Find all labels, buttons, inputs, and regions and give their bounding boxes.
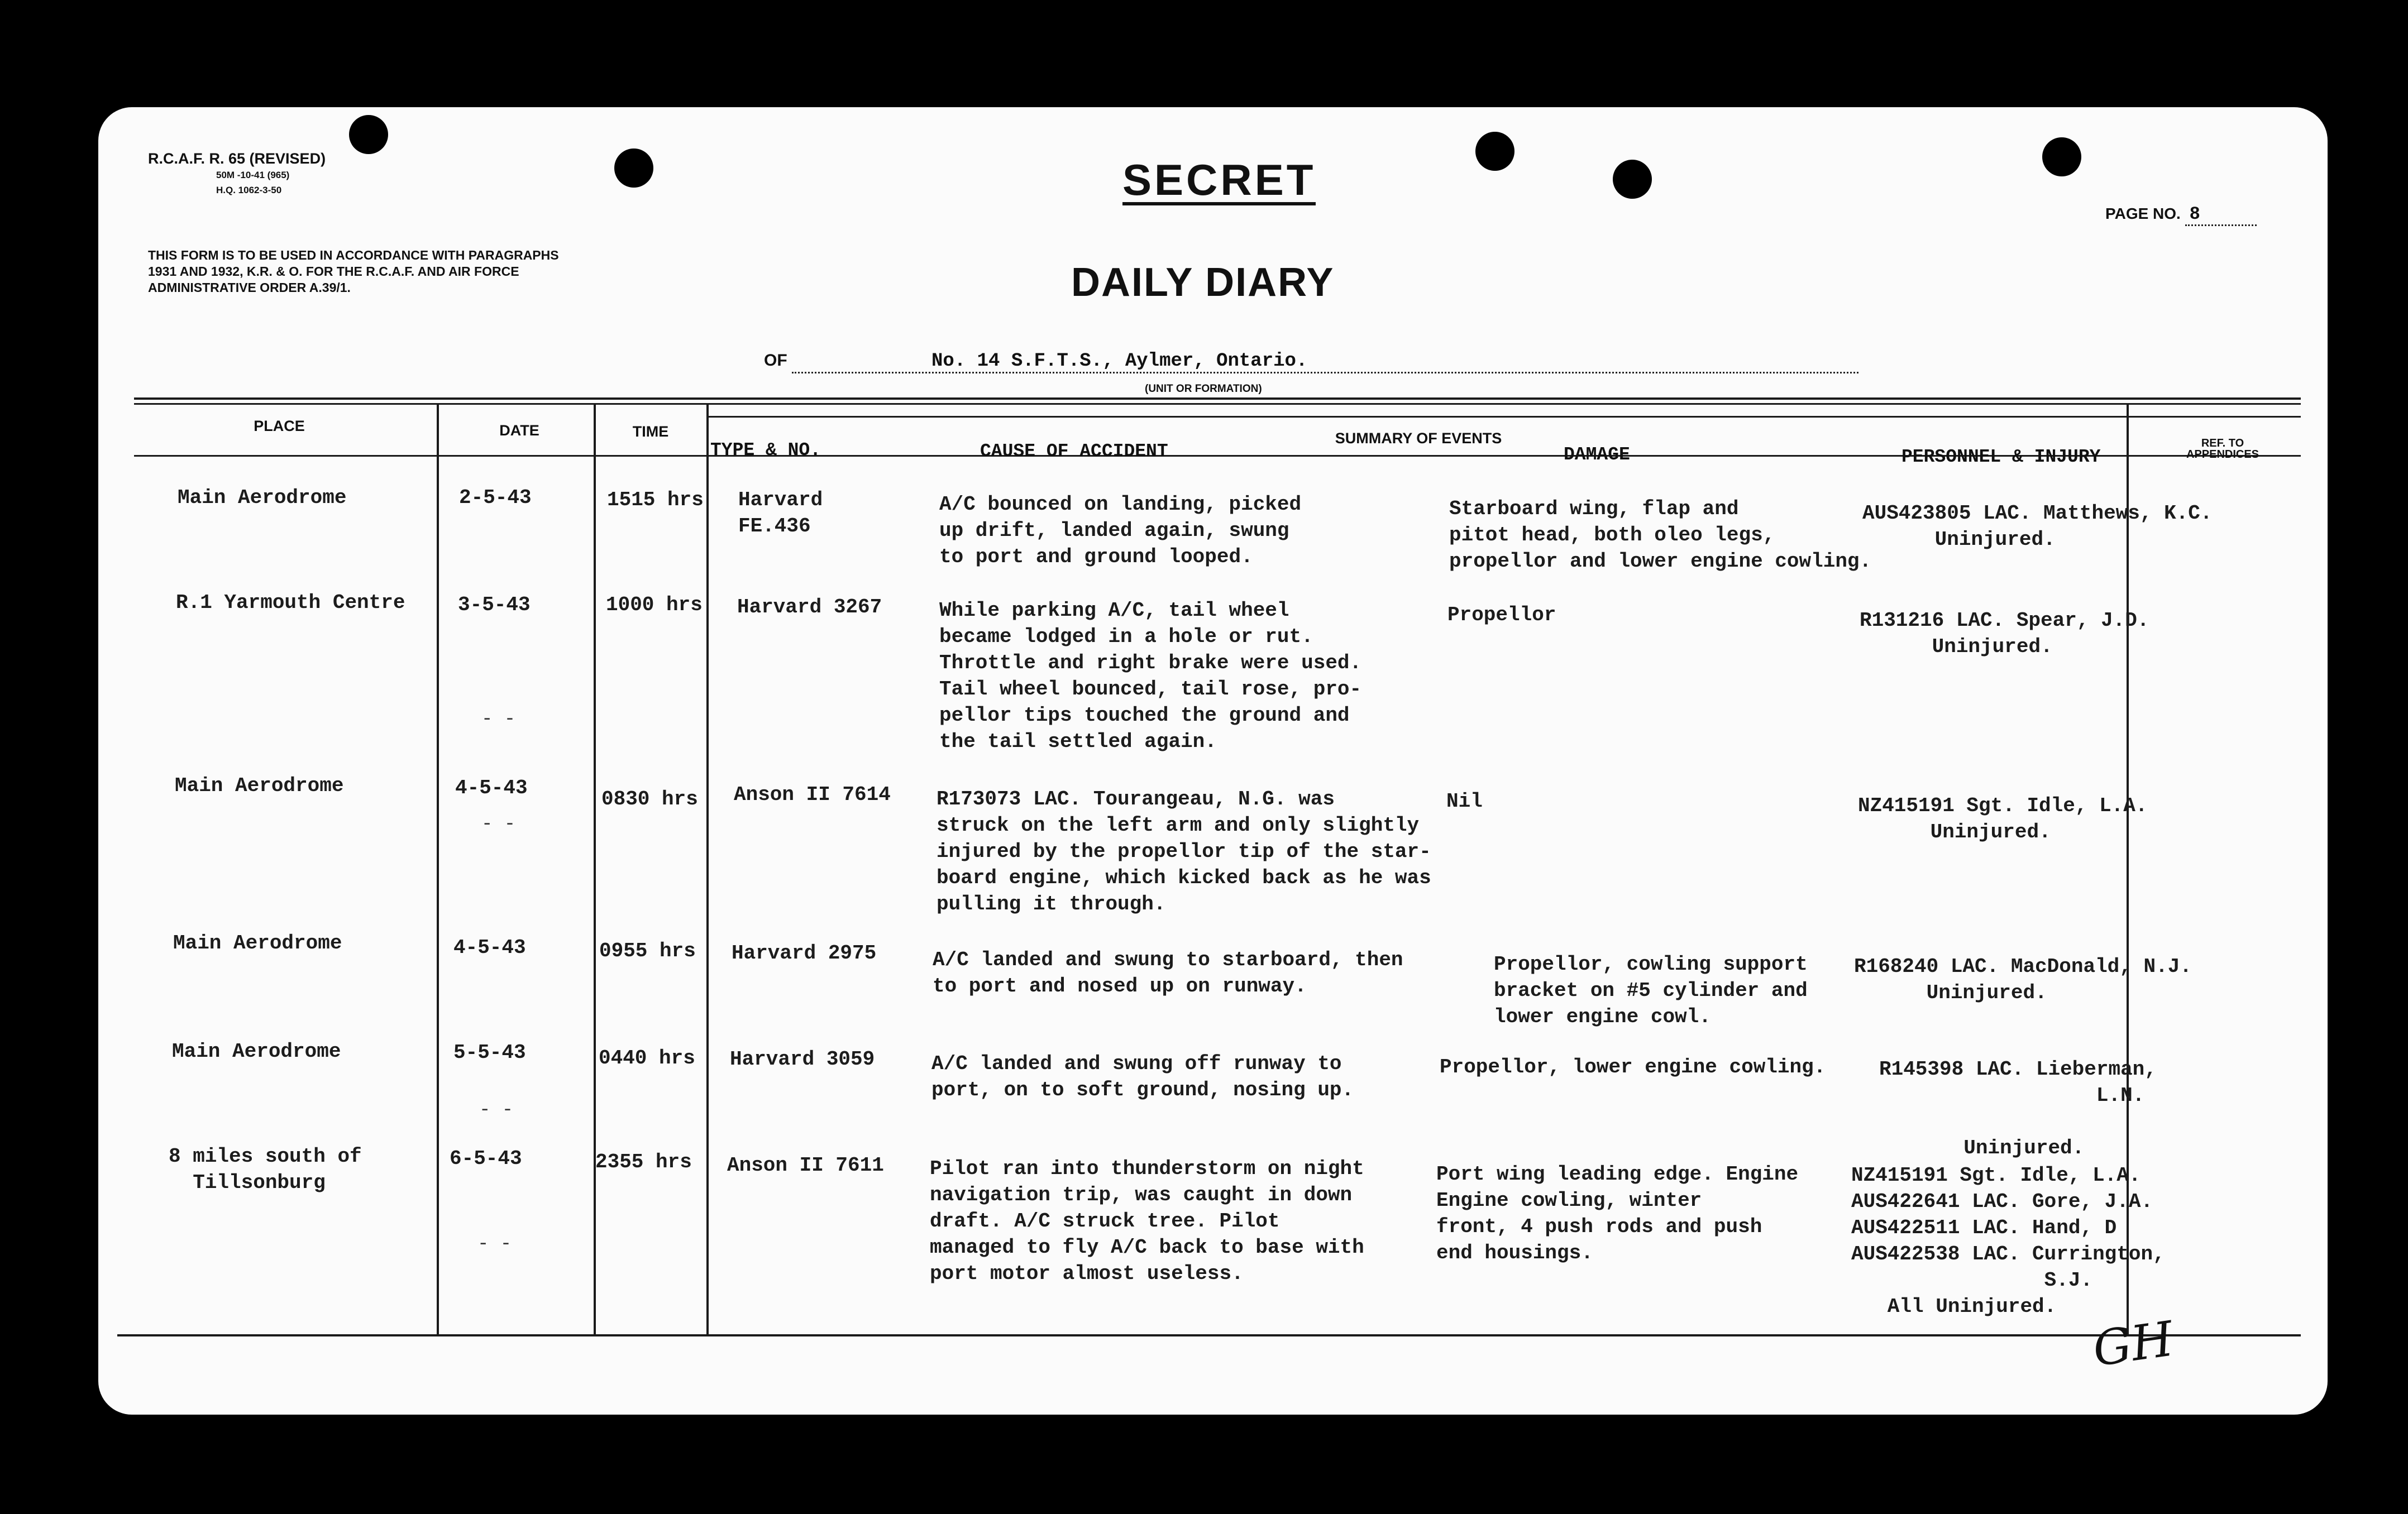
- entry-date: 4-5-43: [455, 777, 528, 799]
- column-divider: [437, 405, 439, 1334]
- column-header-time: TIME: [632, 423, 669, 440]
- punch-hole: [349, 115, 388, 154]
- page-number-value: 8: [2185, 204, 2257, 226]
- punch-hole: [1613, 160, 1652, 199]
- entry-date: 6-5-43: [450, 1147, 522, 1170]
- entry-personnel: AUS423805 LAC. Matthews, K.C. Uninjured.: [1862, 502, 2213, 551]
- dash-mark: - -: [481, 709, 516, 730]
- unit-caption: (UNIT OR FORMATION): [1145, 383, 1262, 395]
- of-label: OF: [764, 351, 787, 370]
- column-header-type: TYPE & NO.: [710, 440, 821, 461]
- column-header-personnel: PERSONNEL & INJURY: [1901, 447, 2101, 467]
- entry-time: 2355 hrs: [595, 1151, 692, 1173]
- entry-place: R.1 Yarmouth Centre: [176, 591, 405, 614]
- entry-damage: Nil: [1446, 790, 1483, 813]
- unit-line: [764, 351, 1858, 373]
- entry-place: Main Aerodrome: [173, 932, 342, 955]
- entry-type: Harvard 3267: [737, 596, 882, 619]
- entry-cause: A/C landed and swung to starboard, then to port and nosed up on runway.: [933, 948, 1403, 998]
- dash-mark: - -: [479, 1100, 514, 1121]
- punch-hole: [2042, 137, 2081, 176]
- form-identifier: [148, 150, 326, 198]
- entry-time: 1515 hrs: [607, 488, 704, 511]
- table-top-rule-2: [134, 403, 2301, 405]
- entry-cause: R173073 LAC. Tourangeau, N.G. was struck on the left arm and only slightly injured by the propellor tip of the star- board engine, which kicked back as he was pulling it through.: [937, 788, 1431, 916]
- page-title: DAILY DIARY: [1071, 260, 1335, 305]
- page-number-label: PAGE NO.: [2105, 205, 2181, 222]
- column-header-summary: SUMMARY OF EVENTS: [1335, 430, 1502, 447]
- entry-damage: Port wing leading edge. Engine Engine cowling, winter front, 4 push rods and push end housings.: [1436, 1163, 1799, 1264]
- entry-damage: Propellor, cowling support bracket on #5 cylinder and lower engine cowl.: [1494, 953, 1808, 1028]
- entry-time: 0955 hrs: [599, 940, 696, 962]
- entry-date: 3-5-43: [458, 593, 531, 616]
- entry-cause: Pilot ran into thunderstorm on night navigation trip, was caught in down draft. A/C struck tree. Pilot managed to fly A/C back to base with port motor almost useless.: [930, 1157, 1364, 1285]
- column-header-ref: REF. TO APPENDICES: [2186, 437, 2259, 461]
- entry-place: Main Aerodrome: [172, 1040, 341, 1063]
- column-header-cause: CAUSE OF ACCIDENT: [980, 441, 1168, 462]
- entry-time: 1000 hrs: [606, 593, 703, 616]
- entry-personnel: R145398 LAC. Lieberman, L.N. Uninjured.: [1879, 1058, 2157, 1160]
- entry-damage: Starboard wing, flap and pitot head, both oleo legs, propellor and lower engine cowling.: [1449, 497, 1872, 573]
- page-number: [2105, 204, 2257, 226]
- dash-mark: - -: [477, 1234, 512, 1255]
- entry-time: 0830 hrs: [601, 788, 698, 811]
- form-print-code: 50M -10-41 (965): [216, 170, 290, 180]
- entry-damage: Propellor, lower engine cowling.: [1440, 1056, 1826, 1079]
- entry-date: 4-5-43: [453, 936, 526, 959]
- column-header-date: DATE: [499, 422, 539, 439]
- entry-personnel: NZ415191 Sgt. Idle, L.A. AUS422641 LAC. Gore, J.A. AUS422511 LAC. Hand, D AUS422538 LAC. Currington, S.J. All Uninjured.: [1851, 1164, 2165, 1318]
- dash-mark: - -: [481, 814, 516, 835]
- entry-personnel: R131216 LAC. Spear, J.D. Uninjured.: [1860, 609, 2149, 658]
- unit-name: No. 14 S.F.T.S., Aylmer, Ontario.: [792, 351, 1858, 373]
- table-bottom-rule: [117, 1334, 2301, 1336]
- handwritten-initials: GH: [2089, 1311, 2177, 1378]
- entry-personnel: R168240 LAC. MacDonald, N.J. Uninjured.: [1854, 955, 2192, 1004]
- entry-time: 0440 hrs: [599, 1047, 695, 1070]
- entry-cause: A/C landed and swung off runway to port, on to soft ground, nosing up.: [931, 1052, 1354, 1101]
- entry-type: Harvard 3059: [730, 1048, 875, 1071]
- entry-type: Harvard FE.436: [738, 488, 823, 538]
- column-header-damage: DAMAGE: [1564, 444, 1630, 465]
- entry-cause: A/C bounced on landing, picked up drift, landed again, swung to port and ground looped.: [939, 493, 1302, 568]
- form-hq-ref: H.Q. 1062-3-50: [216, 185, 282, 195]
- entry-date: 5-5-43: [453, 1041, 526, 1064]
- summary-rule: [706, 416, 2301, 418]
- entry-damage: Propellor: [1447, 603, 1556, 626]
- entry-personnel: NZ415191 Sgt. Idle, L.A. Uninjured.: [1858, 794, 2148, 844]
- entry-type: Anson II 7614: [734, 783, 891, 806]
- entry-type: Anson II 7611: [727, 1154, 884, 1177]
- column-divider: [594, 405, 596, 1334]
- entry-cause: While parking A/C, tail wheel became lodged in a hole or rut. Throttle and right brake were used. Tail wheel bounced, tail rose, pro- pellor tips touched the ground and the tail settled again.: [939, 599, 1362, 753]
- entry-place: 8 miles south of Tillsonburg: [169, 1145, 362, 1194]
- form-number: R.C.A.F. R. 65 (REVISED): [148, 150, 326, 167]
- entry-place: Main Aerodrome: [175, 774, 344, 797]
- entry-type: Harvard 2975: [732, 942, 877, 965]
- column-header-place: PLACE: [254, 418, 305, 434]
- classification-stamp: SECRET: [1122, 155, 1316, 204]
- punch-hole: [614, 148, 653, 188]
- entry-place: Main Aerodrome: [178, 486, 347, 509]
- table-top-rule: [134, 397, 2301, 400]
- punch-hole: [1475, 132, 1514, 171]
- entry-date: 2-5-43: [459, 486, 532, 509]
- column-divider: [706, 405, 709, 1334]
- form-instructions: THIS FORM IS TO BE USED IN ACCORDANCE WITH PARAGRAPHS 1931 AND 1932, K.R. & O. FOR THE R.C.A.F. AND AIR FORCE ADMINISTRATIVE ORDER A.39/1.: [148, 248, 559, 295]
